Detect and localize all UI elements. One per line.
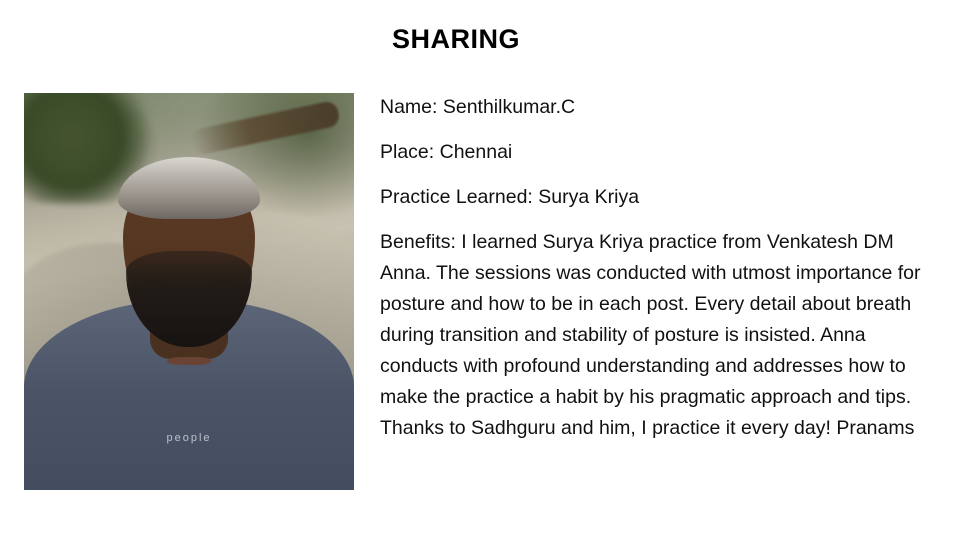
shirt-text: people — [166, 432, 212, 444]
field-place: Place: Chennai — [380, 141, 513, 163]
field-name: Name: Senthilkumar.C — [380, 96, 576, 118]
field-benefits: Benefits: I learned Surya Kriya practice from Venkatesh DM Anna. The sessions was conducted with utmost importance for posture and how to be in each post. Every detail about breath during transition and stability of posture is insisted. Anna conducts with profound understanding and addresses how to make the practice a habit by his pragmatic approach and tips. Thanks to Sadhguru and him, I practice it every day! Pranams — [380, 231, 921, 439]
person-lip — [167, 357, 211, 365]
branch-decor — [189, 100, 341, 157]
field-practice-learned: Practice Learned: Surya Kriya — [380, 186, 640, 208]
participant-photo — [24, 93, 354, 490]
details-block — [380, 92, 932, 444]
photo-background — [24, 93, 354, 490]
text-column — [378, 0, 938, 540]
page-title: SHARING — [392, 24, 521, 54]
